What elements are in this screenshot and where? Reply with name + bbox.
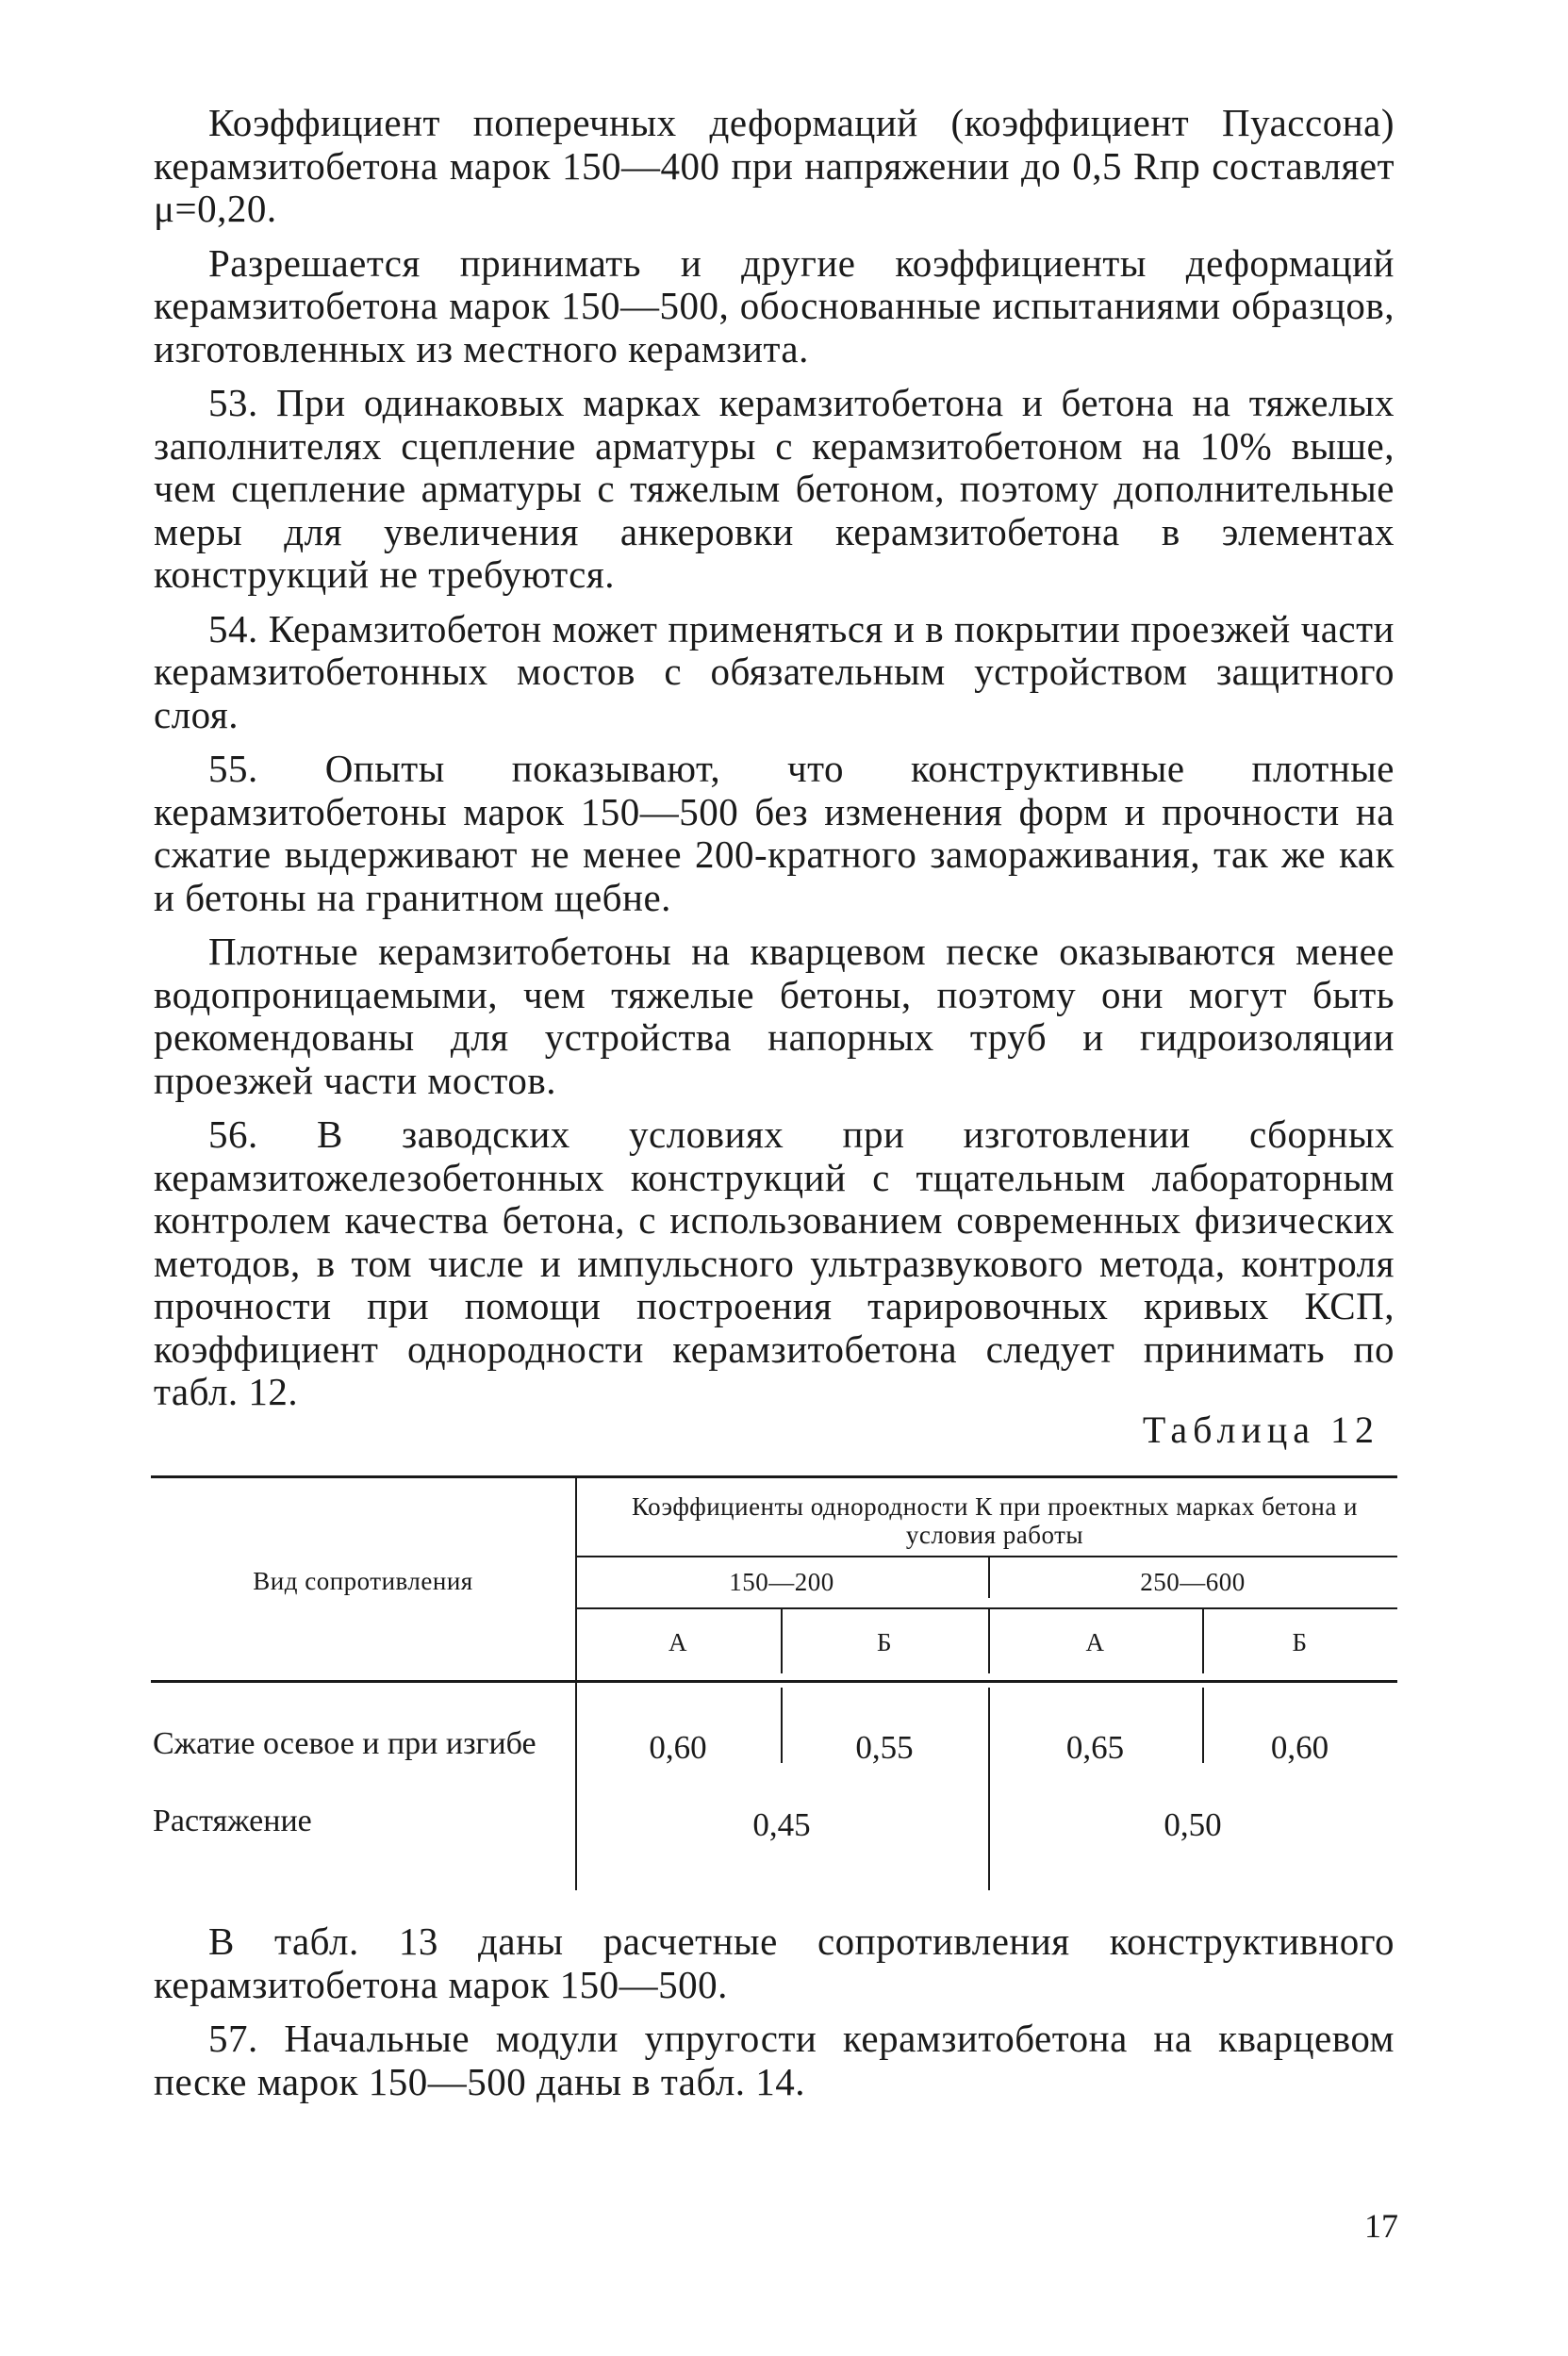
table-col-divider	[988, 1688, 990, 1890]
subcolumn-header: А	[668, 1628, 687, 1656]
paragraph: Плотные керамзитобетоны на кварцевом песке оказываются менее водопроницаемыми, чем тяжелые бетоны, поэтому они могут быть рекомендованы для устройства напорных труб и гидроизоляции проезжей части мостов.	[154, 930, 1395, 1102]
column-header-main: Вид сопротивления	[253, 1567, 473, 1595]
table-cell: 0,55	[855, 1729, 914, 1766]
table-cell: 0,45	[752, 1806, 811, 1843]
paragraph: В табл. 13 даны расчетные сопротивления конструктивного керамзитобетона марок 150—500.	[154, 1919, 1395, 2006]
table-rule	[575, 1607, 1397, 1609]
subcolumn-header: Б	[876, 1628, 892, 1656]
table-cell: 0,50	[1164, 1806, 1222, 1843]
page-number: 17	[1364, 2207, 1398, 2245]
table-rule	[575, 1556, 1397, 1557]
paragraph: 53. При одинаковых марках керамзитобетона и бетона на тяжелых заполнителях сцепление арматуры с керамзитобетоном на 10% выше, чем сцепление арматуры с тяжелым бетоном, поэтому дополнительные меры для увеличения анкеровки керамзитобетона в элементах конструкций не требуются.	[154, 381, 1395, 596]
table-header-bottom-rule	[151, 1680, 1397, 1683]
paragraph: 56. В заводских условиях при изготовлении сборных керамзитожелезобетонных конструкций с тщательным лабораторным контролем качества бетона, с использованием современных физических методов, в том числе и импульсного ультразвукового метода, контроля прочности при помощи построения тарировочных кривых КСП, коэффициент однородности керамзитобетона следует принимать по табл. 12.	[154, 1112, 1395, 1413]
body-text	[154, 102, 1395, 1425]
paragraph: 54. Керамзитобетон может применяться и в покрытии проезжей части керамзитобетонных мостов с обязательным устройством защитного слоя.	[154, 606, 1395, 736]
grade-group-header: 150—200	[729, 1568, 834, 1596]
grade-group-header: 250—600	[1140, 1568, 1246, 1596]
table-cell: 0,60	[1270, 1729, 1329, 1766]
subcolumn-header: А	[1085, 1628, 1105, 1656]
paragraph: 55. Опыты показывают, что конструктивные плотные керамзитобетоны марок 150—500 без изменения форм и прочности на сжатие выдерживают не менее 200-кратного замораживания, так же как и бетоны на гранитном щебне.	[154, 747, 1395, 919]
row-label: Растяжение	[153, 1804, 312, 1838]
table-cell: 0,65	[1065, 1729, 1125, 1766]
table-top-rule	[151, 1475, 1397, 1478]
subcolumn-header: Б	[1292, 1628, 1308, 1656]
table-caption: Таблица 12	[1142, 1409, 1379, 1451]
paragraph: Коэффициент поперечных деформаций (коэффициент Пуассона) керамзитобетона марок 150—400 при напряжении до 0,5 Rпр составляет μ=0,20.	[154, 101, 1395, 230]
column-header-group: Коэффициенты однородности К при проектных марках бетона и условия работы	[631, 1492, 1359, 1549]
body-text-after-table	[154, 1920, 1395, 2115]
row-label: Сжатие осевое и при изгибе	[153, 1726, 536, 1761]
table-cell: 0,60	[649, 1729, 707, 1766]
paragraph: Разрешается принимать и другие коэффициенты деформаций керамзитобетона марок 150—500, обоснованные испытаниями образцов, изготовленных из местного керамзита.	[154, 240, 1395, 371]
coefficient-table	[151, 1475, 1397, 1890]
paragraph: 57. Начальные модули упругости керамзитобетона на кварцевом песке марок 150—500 даны в табл. 14.	[154, 2017, 1395, 2103]
